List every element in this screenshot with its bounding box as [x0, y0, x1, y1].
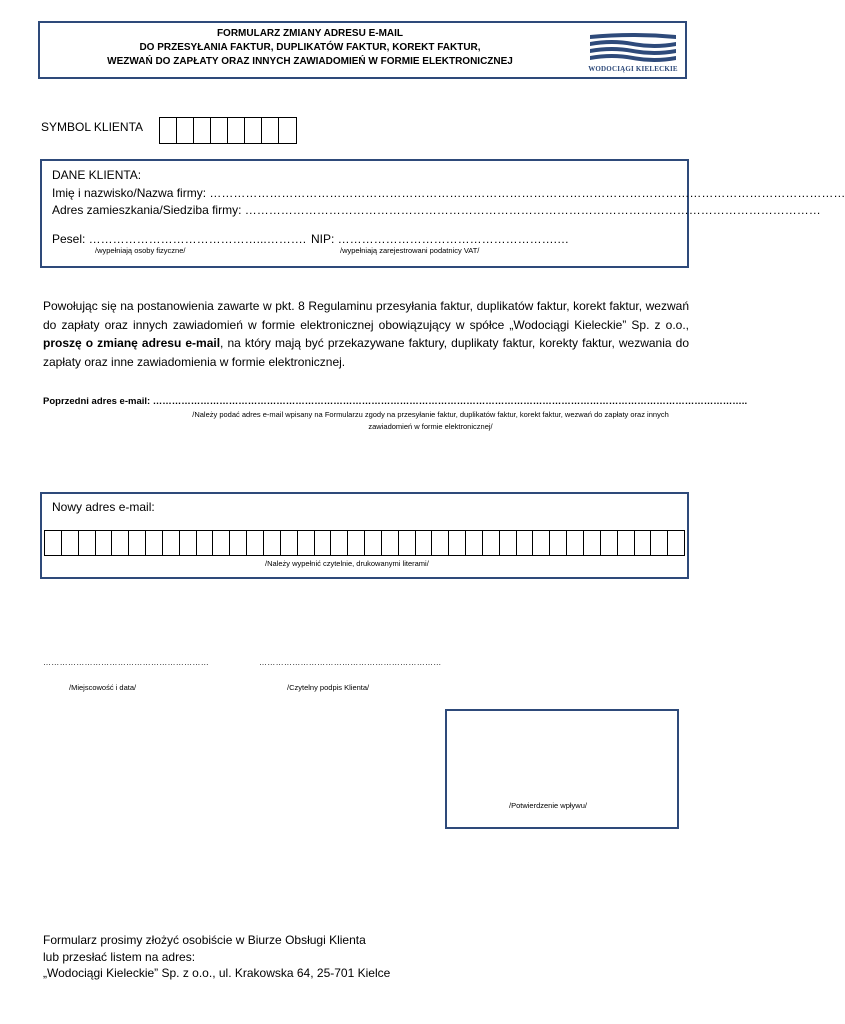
email-char-cell[interactable] [112, 531, 129, 555]
email-char-cell[interactable] [432, 531, 449, 555]
symbol-char-cell[interactable] [211, 118, 228, 143]
email-char-cell[interactable] [96, 531, 113, 555]
email-char-cell[interactable] [399, 531, 416, 555]
email-char-cell[interactable] [264, 531, 281, 555]
pesel-field[interactable]: Pesel: ……………………………………...………. [52, 232, 307, 246]
client-data-heading: DANE KLIENTA: [52, 168, 142, 182]
email-char-cell[interactable] [281, 531, 298, 555]
nip-field[interactable]: NIP: ……………………………………………….… [311, 232, 570, 246]
email-char-cell[interactable] [601, 531, 618, 555]
title-line-3: WEZWAŃ DO ZAPŁATY ORAZ INNYCH ZAWIADOMIEŃ W FORMIE ELEKTRONICZNEJ [107, 56, 513, 67]
signature-label: /Czytelny podpis Klienta/ [287, 683, 370, 692]
footer-line-1: Formularz prosimy złożyć osobiście w Biurze Obsługi Klienta [43, 933, 366, 947]
new-email-input[interactable] [44, 530, 685, 556]
email-char-cell[interactable] [567, 531, 584, 555]
email-char-cell[interactable] [129, 531, 146, 555]
email-char-cell[interactable] [500, 531, 517, 555]
email-char-cell[interactable] [331, 531, 348, 555]
place-date-field[interactable]: …………………………………………………… [43, 658, 209, 667]
symbol-char-cell[interactable] [160, 118, 177, 143]
email-char-cell[interactable] [416, 531, 433, 555]
address-field[interactable]: Adres zamieszkania/Siedziba firmy: ……………………………………………………………………………………………………………………………… [52, 203, 821, 217]
symbol-char-cell[interactable] [177, 118, 194, 143]
symbol-char-cell[interactable] [279, 118, 296, 143]
email-char-cell[interactable] [146, 531, 163, 555]
footer-line-2: lub przesłać listem na adres: [43, 949, 196, 964]
signature-field[interactable]: ………………………………………………………… [259, 658, 442, 667]
email-char-cell[interactable] [449, 531, 466, 555]
email-char-cell[interactable] [466, 531, 483, 555]
email-char-cell[interactable] [45, 531, 62, 555]
previous-email-field[interactable]: Poprzedni adres e-mail: …………………………………………………………………………………………………………………………………………………………………….. [43, 396, 748, 407]
email-char-cell[interactable] [298, 531, 315, 555]
name-field[interactable]: Imię i nazwisko/Nazwa firmy: …………………………………………………………………………………………………………………………………………… [52, 186, 845, 200]
email-char-cell[interactable] [365, 531, 382, 555]
statement-part-2: , na który mają być przekazywane faktury, duplikaty faktur, korekty faktur, wezwania do zapłaty oraz inne zawiadomienia w formie elektronicznej. [43, 336, 689, 369]
email-char-cell[interactable] [230, 531, 247, 555]
email-char-cell[interactable] [483, 531, 500, 555]
email-char-cell[interactable] [382, 531, 399, 555]
email-char-cell[interactable] [635, 531, 652, 555]
email-char-cell[interactable] [163, 531, 180, 555]
place-date-label: /Miejscowość i data/ [69, 683, 137, 692]
nip-note: /wypełniają zarejestrowani podatnicy VAT/ [340, 246, 480, 255]
symbol-char-cell[interactable] [194, 118, 211, 143]
title-line-1: FORMULARZ ZMIANY ADRESU E-MAIL [216, 28, 404, 39]
symbol-klienta-label: SYMBOL KLIENTA [41, 120, 144, 134]
previous-email-note: /Należy podać adres e-mail wpisany na Formularzu zgody na przesyłanie faktur, duplikatów faktur, korekt faktur, wezwań do zapłaty oraz innych zawiadomień w formie elektronicznej/ [192, 410, 669, 431]
symbol-char-cell[interactable] [262, 118, 279, 143]
statement-paragraph [43, 297, 689, 371]
email-char-cell[interactable] [247, 531, 264, 555]
email-char-cell[interactable] [62, 531, 79, 555]
symbol-char-cell[interactable] [245, 118, 262, 143]
pesel-note: /wypełniają osoby fizyczne/ [95, 246, 186, 255]
email-char-cell[interactable] [348, 531, 365, 555]
confirmation-label: /Potwierdzenie wpływu/ [509, 801, 587, 810]
email-char-cell[interactable] [668, 531, 684, 555]
symbol-klienta-input[interactable] [159, 117, 297, 144]
email-char-cell[interactable] [213, 531, 230, 555]
email-char-cell[interactable] [197, 531, 214, 555]
email-char-cell[interactable] [79, 531, 96, 555]
statement-bold: proszę o zmianę adresu e-mail [43, 336, 221, 350]
email-char-cell[interactable] [533, 531, 550, 555]
email-char-cell[interactable] [550, 531, 567, 555]
statement-part-1: Powołując się na postanowienia zawarte w pkt. 8 Regulaminu przesyłania faktur, duplikatów faktur, korekt faktur, wezwań do zapłaty oraz innych zawiadomień w formie elektronicznej obowiązujący w spółce „Wodociągi Kieleckie” Sp. z o.o., [43, 299, 689, 332]
email-char-cell[interactable] [180, 531, 197, 555]
footer-instructions [43, 932, 390, 982]
symbol-char-cell[interactable] [228, 118, 245, 143]
new-email-label: Nowy adres e-mail: [52, 500, 155, 514]
email-char-cell[interactable] [618, 531, 635, 555]
confirmation-box [445, 709, 679, 829]
footer-line-3: „Wodociągi Kieleckie” Sp. z o.o., ul. Krakowska 64, 25-701 Kielce [43, 966, 391, 980]
form-title [40, 27, 580, 69]
title-line-2: DO PRZESYŁANIA FAKTUR, DUPLIKATÓW FAKTUR, KOREKT FAKTUR, [139, 42, 481, 53]
logo-text: WODOCIĄGI KIELECKIE [588, 65, 678, 73]
email-char-cell[interactable] [315, 531, 332, 555]
email-char-cell[interactable] [584, 531, 601, 555]
email-char-cell[interactable] [651, 531, 668, 555]
email-char-cell[interactable] [517, 531, 534, 555]
new-email-note: /Należy wypełnić czytelnie, drukowanymi literami/ [265, 559, 429, 568]
